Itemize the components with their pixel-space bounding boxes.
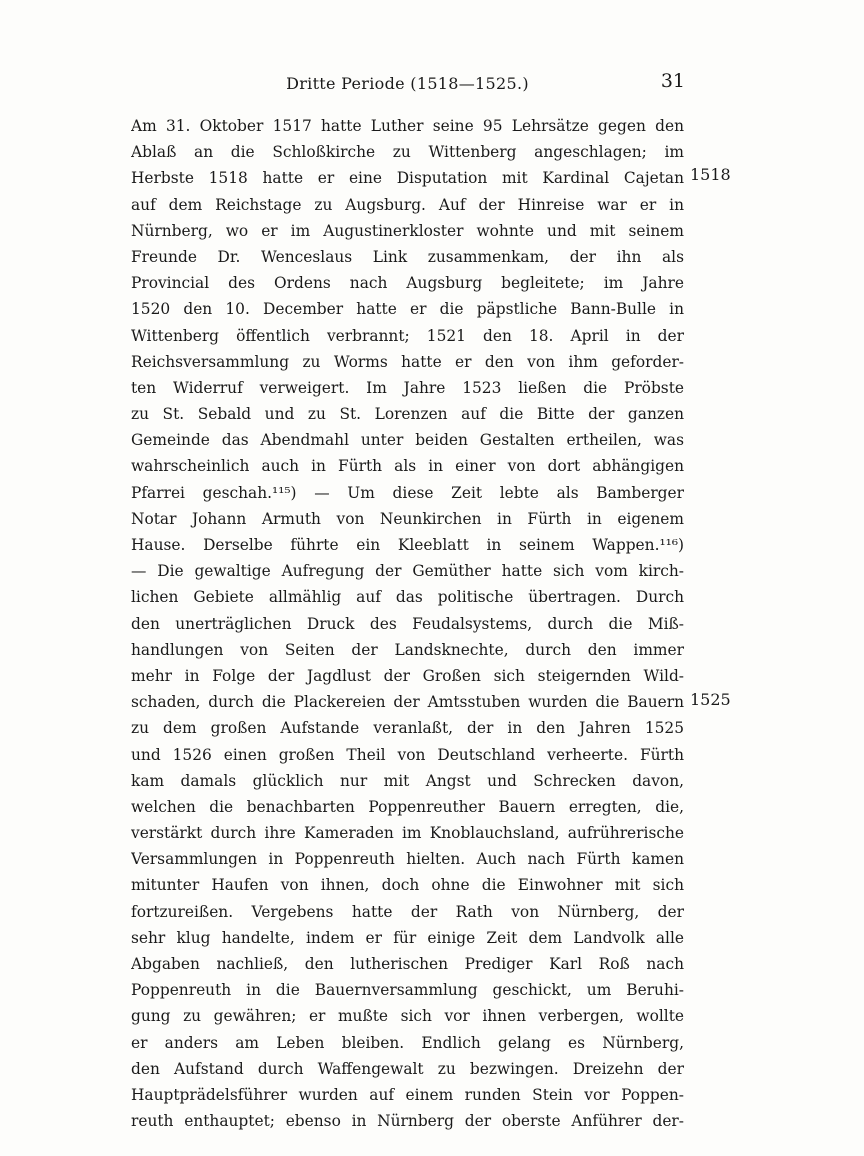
text-line: Versammlungen in Poppenreuth hielten. Auch nach Fürth kamen — [131, 850, 684, 869]
text-line: mitunter Haufen von ihnen, doch ohne die Einwohner mit sich — [131, 876, 684, 895]
running-head: Dritte Periode (1518—1525.) — [286, 74, 529, 93]
text-line: Abgaben nachließ, den lutherischen Prediger Karl Roß nach — [131, 955, 684, 973]
text-line: Reichsversammlung zu Worms hatte er den von ihm geforder- — [131, 352, 684, 371]
text-line: sehr klug handelte, indem er für einige Zeit dem Landvolk alle — [131, 928, 684, 947]
text-line: reuth enthauptet; ebenso in Nürnberg der oberste Anführer der- — [131, 1112, 684, 1131]
text-line: wahrscheinlich auch in Fürth als in einer von dort abhängigen — [131, 457, 684, 476]
text-line: schaden, durch die Plackereien der Amtsstuben wurden die Bauern — [131, 693, 684, 712]
text-line: den unerträglichen Druck des Feudalsystems, durch die Miß- — [131, 614, 684, 633]
text-line: Nürnberg, wo er im Augustinerkloster wohnte und mit seinem — [131, 221, 684, 240]
text-line: Gemeinde das Abendmahl unter beiden Gestalten ertheilen, was — [131, 431, 684, 450]
margin-note-year: 1518 — [690, 165, 731, 184]
text-line: Notar Johann Armuth von Neunkirchen in Fürth in eigenem — [131, 509, 684, 528]
text-line: kam damals glücklich nur mit Angst und Schrecken davon, — [131, 771, 684, 790]
body-text — [131, 113, 684, 1134]
text-line: zu St. Sebald und zu St. Lorenzen auf die Bitte der ganzen — [131, 405, 684, 424]
text-line: und 1526 einen großen Theil von Deutschland verheerte. Fürth — [131, 745, 684, 764]
text-line: Ablaß an die Schloßkirche zu Wittenberg angeschlagen; im — [131, 143, 684, 162]
text-line: Pfarrei geschah.¹¹⁵) — Um diese Zeit lebte als Bamberger — [131, 483, 684, 502]
text-line: welchen die benachbarten Poppenreuther Bauern erregten, die, — [131, 797, 684, 816]
text-line: mehr in Folge der Jagdlust der Großen sich steigernden Wild- — [131, 666, 684, 685]
page-number: 31 — [660, 70, 685, 92]
text-line: Poppenreuth in die Bauernversammlung geschickt, um Beruhi- — [131, 981, 684, 1000]
text-line: Wittenberg öffentlich verbrannt; 1521 den 18. April in der — [131, 326, 684, 345]
page-header — [130, 70, 685, 100]
text-line: gung zu gewähren; er mußte sich vor ihnen verbergen, wollte — [131, 1007, 684, 1026]
text-line: lichen Gebiete allmählig auf das politische übertragen. Durch — [131, 588, 684, 607]
text-line: Freunde Dr. Wenceslaus Link zusammenkam, der ihn als — [131, 247, 684, 266]
text-line: verstärkt durch ihre Kameraden im Knoblauchsland, aufrührerische — [131, 824, 684, 843]
text-line: — Die gewaltige Aufregung der Gemüther hatte sich vom kirch- — [131, 562, 684, 581]
text-line: zu dem großen Aufstande veranlaßt, der in den Jahren 1525 — [131, 719, 684, 738]
text-line: Provincial des Ordens nach Augsburg begleitete; im Jahre — [131, 274, 684, 293]
text-line: er anders am Leben bleiben. Endlich gelang es Nürnberg, — [131, 1033, 684, 1052]
text-line: 1520 den 10. December hatte er die päpstliche Bann-Bulle in — [131, 300, 684, 319]
text-line: fortzureißen. Vergebens hatte der Rath von Nürnberg, der — [131, 902, 684, 921]
text-line: handlungen von Seiten der Landsknechte, durch den immer — [131, 640, 684, 659]
text-line: Am 31. Oktober 1517 hatte Luther seine 95 Lehrsätze gegen den — [131, 117, 684, 135]
text-line: den Aufstand durch Waffengewalt zu bezwingen. Dreizehn der — [131, 1059, 684, 1078]
text-line: ten Widerruf verweigert. Im Jahre 1523 ließen die Pröbste — [131, 378, 684, 397]
text-line: auf dem Reichstage zu Augsburg. Auf der Hinreise war er in — [131, 195, 684, 214]
text-line: Herbste 1518 hatte er eine Disputation mit Kardinal Cajetan — [131, 169, 684, 188]
text-line: Hause. Derselbe führte ein Kleeblatt in seinem Wappen.¹¹⁶) — [131, 536, 684, 554]
margin-note-year: 1525 — [690, 690, 731, 709]
text-line: Hauptprädelsführer wurden auf einem runden Stein vor Poppen- — [131, 1085, 684, 1104]
